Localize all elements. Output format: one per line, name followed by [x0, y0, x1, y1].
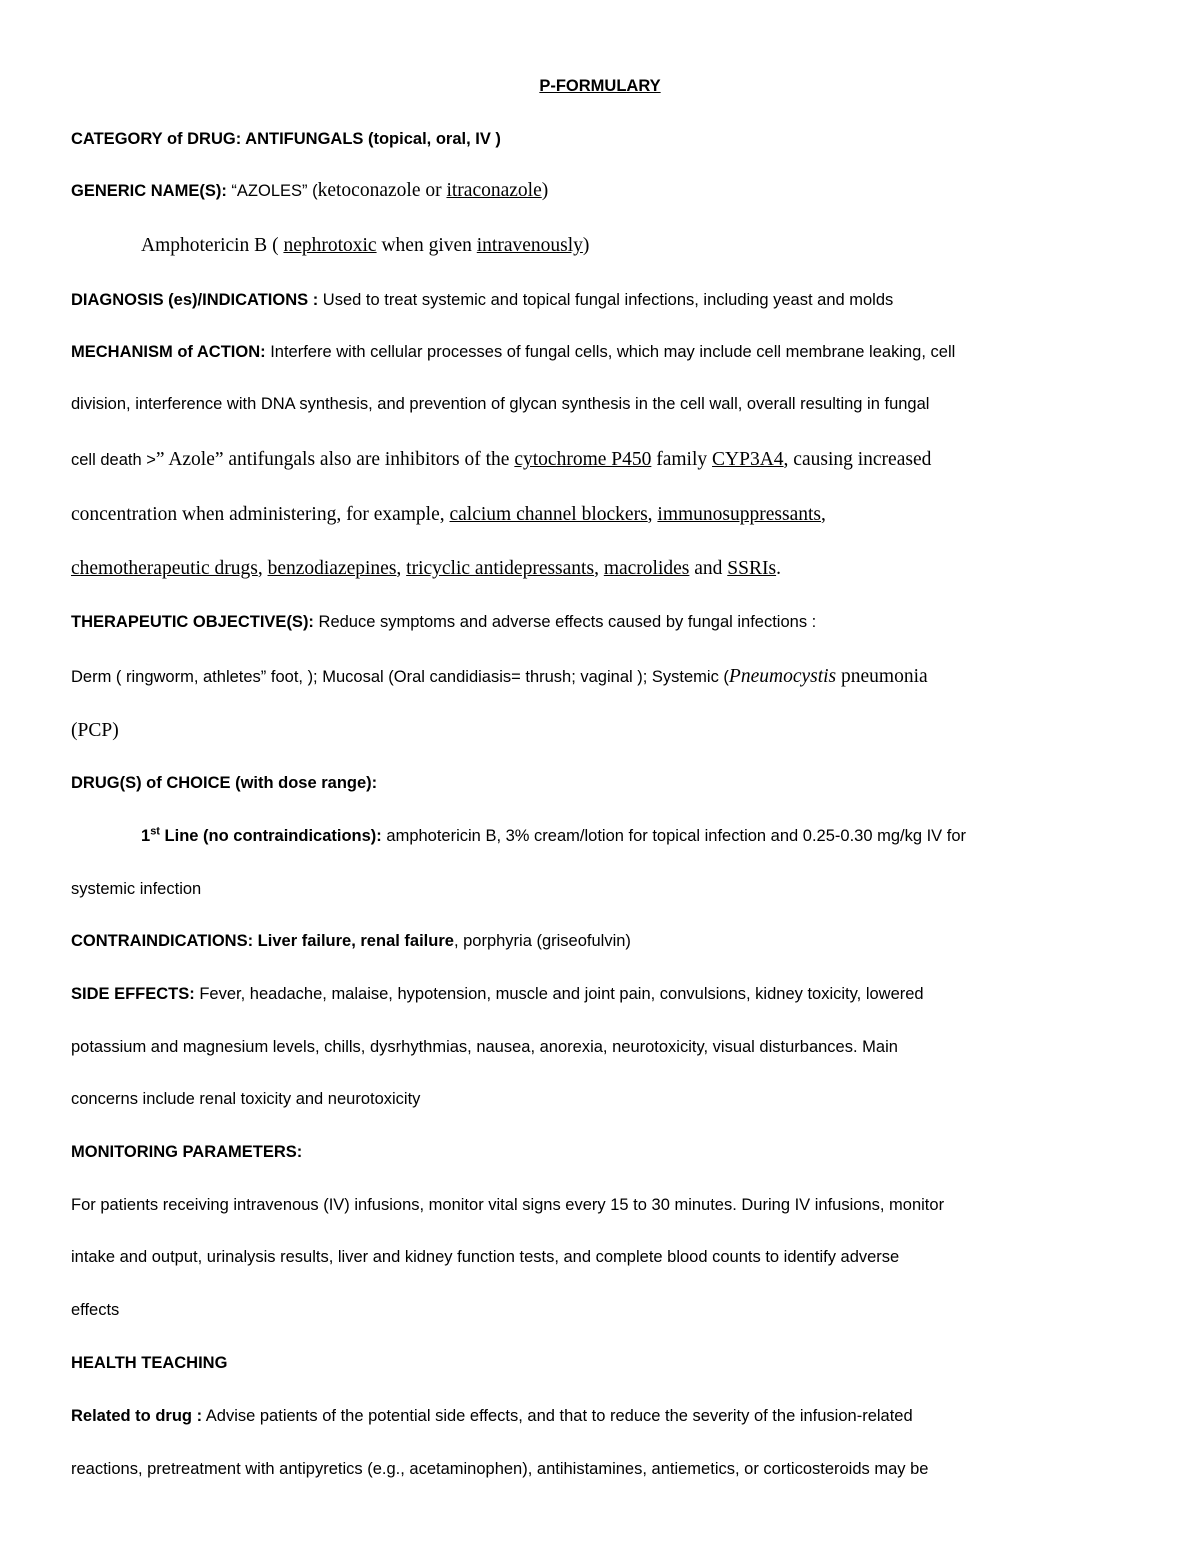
- generic-close: ): [541, 180, 549, 201]
- first-line-label: Line (no contraindications):: [159, 827, 382, 845]
- related-drug-line-1: [71, 1408, 913, 1425]
- health-teaching-label: HEALTH TEACHING: [71, 1354, 228, 1372]
- generic-name-line: [71, 181, 548, 201]
- comma-text-2: ,: [821, 504, 826, 525]
- chemotherapeutic-link[interactable]: chemotherapeutic drugs: [71, 558, 258, 579]
- cell-death-text: cell death >: [71, 451, 156, 469]
- diagnosis-line: [71, 292, 893, 309]
- azole-text: ” Azole” antifungals also are inhibitors of the: [155, 449, 515, 470]
- related-drug-text-1: Advise patients of the potential side effects, and that to reduce the severity of the infusion-related: [202, 1407, 913, 1425]
- azoles-text: “AZOLES” (: [226, 182, 318, 200]
- pneumonia-text: pneumonia: [836, 666, 928, 687]
- ssris-link[interactable]: SSRIs: [727, 558, 777, 579]
- monitoring-line-1: For patients receiving intravenous (IV) infusions, monitor vital signs every 15 to 30 minutes. During IV infusions, monitor: [71, 1196, 945, 1214]
- sep-1: ,: [257, 558, 268, 579]
- category-line: CATEGORY of DRUG: ANTIFUNGALS (topical, oral, IV ): [71, 130, 501, 148]
- derm-line: [71, 667, 928, 687]
- itraconazole-link[interactable]: itraconazole: [446, 180, 542, 201]
- ampho-pre: Amphotericin B (: [141, 235, 284, 256]
- mechanism-text-1: Interfere with cellular processes of fungal cells, which may include cell membrane leaking, cell: [265, 343, 956, 361]
- amphotericin-line: [141, 236, 589, 256]
- diagnosis-label: DIAGNOSIS (es)/INDICATIONS :: [71, 291, 319, 309]
- related-drug-line-2: reactions, pretreatment with antipyretics (e.g., acetaminophen), antihistamines, antiemetics, or corticosteroids may be: [71, 1460, 929, 1478]
- period-text: .: [776, 558, 781, 579]
- side-effects-line-2: potassium and magnesium levels, chills, dysrhythmias, nausea, anorexia, neurotoxicity, visual disturbances. Main: [71, 1038, 898, 1056]
- ketoconazole-text: ketoconazole or: [317, 180, 447, 201]
- monitoring-line-2: intake and output, urinalysis results, liver and kidney function tests, and complete blood counts to identify adverse: [71, 1248, 900, 1266]
- monitoring-label: MONITORING PARAMETERS:: [71, 1143, 303, 1161]
- side-effects-label: SIDE EFFECTS:: [71, 985, 195, 1003]
- benzodiazepines-link[interactable]: benzodiazepines: [267, 558, 397, 579]
- mechanism-line-1: [71, 344, 955, 361]
- ampho-mid: when given: [376, 235, 477, 256]
- page-title: P-FORMULARY: [539, 77, 661, 95]
- therapeutic-label: THERAPEUTIC OBJECTIVE(S):: [71, 613, 314, 631]
- mechanism-line-4: [71, 505, 826, 525]
- tricyclic-link[interactable]: tricyclic antidepressants: [406, 558, 595, 579]
- side-effects-line-1: [71, 986, 924, 1003]
- pneumocystis-text: Pneumocystis: [728, 666, 837, 687]
- side-effects-line-3: concerns include renal toxicity and neurotoxicity: [71, 1090, 421, 1108]
- first-line-sup: st: [150, 825, 160, 838]
- contraindications-line: [71, 933, 631, 950]
- generic-name-label: GENERIC NAME(S):: [71, 182, 227, 200]
- cytochrome-link[interactable]: cytochrome P450: [514, 449, 652, 470]
- causing-text: , causing increased: [783, 449, 932, 470]
- and-text: and: [689, 558, 728, 579]
- systemic-infection-line: systemic infection: [71, 880, 202, 898]
- sep-2: ,: [396, 558, 407, 579]
- sep-3: ,: [594, 558, 604, 579]
- intravenously-link[interactable]: intravenously: [476, 235, 583, 256]
- family-text: family: [651, 449, 713, 470]
- first-line-text: amphotericin B, 3% cream/lotion for topical infection and 0.25-0.30 mg/kg IV for: [381, 827, 967, 845]
- side-effects-text-1: Fever, headache, malaise, hypotension, muscle and joint pain, convulsions, kidney toxicity, lowered: [194, 985, 924, 1003]
- pcp-line: (PCP): [71, 720, 119, 741]
- ampho-close: ): [582, 235, 590, 256]
- mechanism-line-2: division, interference with DNA synthesis, and prevention of glycan synthesis in the cell wall, overall resulting in fungal: [71, 395, 930, 413]
- drug-choice-line: DRUG(S) of CHOICE (with dose range):: [71, 774, 378, 792]
- therapeutic-text: Reduce symptoms and adverse effects caused by fungal infections :: [313, 613, 817, 631]
- monitoring-line-3: effects: [71, 1301, 120, 1319]
- nephrotoxic-link[interactable]: nephrotoxic: [283, 235, 377, 256]
- comma-text: ,: [647, 504, 658, 525]
- cyp3a4-link[interactable]: CYP3A4: [712, 449, 784, 470]
- first-line-line: [141, 825, 967, 845]
- mechanism-label: MECHANISM of ACTION:: [71, 343, 266, 361]
- immunosuppressants-link[interactable]: immunosuppressants: [657, 504, 822, 525]
- first-line-number: 1: [141, 827, 151, 845]
- related-drug-label: Related to drug :: [71, 1407, 203, 1425]
- macrolides-link[interactable]: macrolides: [603, 558, 690, 579]
- mechanism-line-5: [71, 559, 781, 579]
- derm-text: Derm ( ringworm, athletes” foot, ); Mucosal (Oral candidiasis= thrush; vaginal ); Systemic (: [71, 668, 729, 686]
- therapeutic-line: [71, 614, 816, 631]
- mechanism-line-3: [71, 450, 931, 470]
- diagnosis-text: Used to treat systemic and topical fungal infections, including yeast and molds: [318, 291, 894, 309]
- concentration-text: concentration when administering, for example,: [71, 504, 450, 525]
- calcium-channel-link[interactable]: calcium channel blockers: [449, 504, 648, 525]
- contraindications-label: CONTRAINDICATIONS: Liver failure, renal failure: [71, 932, 454, 950]
- contraindications-text: , porphyria (griseofulvin): [453, 932, 631, 950]
